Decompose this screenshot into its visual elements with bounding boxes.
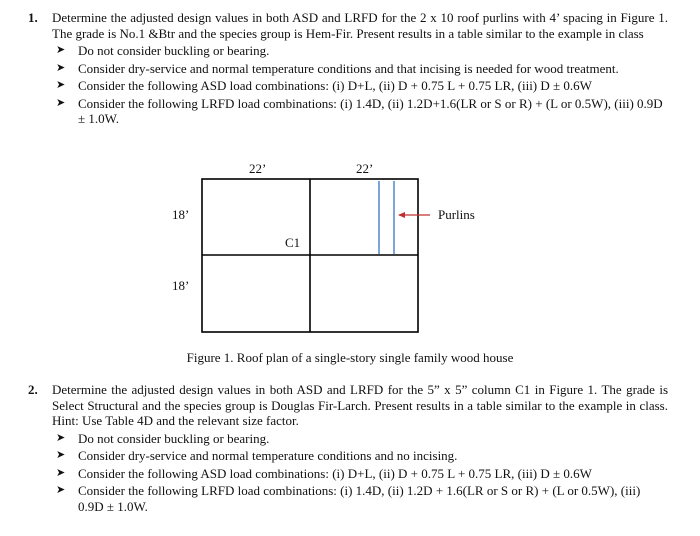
arrow-bullet-icon: ➤ bbox=[56, 44, 66, 56]
arrow-bullet-icon: ➤ bbox=[56, 96, 66, 109]
arrow-bullet-icon: ➤ bbox=[56, 484, 66, 496]
list-item: ➤ Consider dry-service and normal temperature conditions and that incising is needed for wood treatment. bbox=[56, 60, 619, 76]
list-item: ➤ Consider the following LRFD load combinations: (i) 1.4D, (ii) 1.2D+1.6(LR or S or R) + (L or 0.5W), (iii) 0.9D ± 1.0W. bbox=[56, 95, 663, 126]
dim-top-left: 22’ bbox=[249, 161, 267, 176]
figure-caption: Figure 1. Roof plan of a single-story single family wood house bbox=[186, 350, 514, 365]
dim-left-bottom: 18’ bbox=[172, 278, 190, 293]
column-label: C1 bbox=[285, 235, 301, 250]
question-number: 1. bbox=[28, 10, 38, 25]
arrow-bullet-icon: ➤ bbox=[56, 61, 66, 74]
arrow-bullet-icon: ➤ bbox=[56, 431, 66, 444]
question-text: Determine the adjusted design values in both ASD and LRFD for the 2 x 10 roof purlins with 4’ spacing in Figure 1. The grade is No.1 &Btr and the species group is Hem-Fir. Present results in a table similar to the example in class bbox=[52, 10, 668, 41]
question-text: Determine the adjusted design values in both ASD and LRFD for the 5” x 5” column C1 in Figure 1. The grade is Select Structural and the species group is Douglas Fir-Larch. Present results in a table similar to the example in class. Hint: Use Table 4D and the relevant size factor. bbox=[52, 382, 668, 428]
arrow-bullet-icon: ➤ bbox=[56, 466, 66, 479]
question-2 bbox=[28, 382, 668, 516]
list-item: ➤ Consider the following ASD load combinations: (i) D+L, (ii) D + 0.75 L + 0.75 LR, (iii) D ± 0.6W bbox=[56, 465, 592, 481]
bullet-list bbox=[56, 431, 668, 515]
list-item: ➤ Consider dry-service and normal temperature conditions and no incising. bbox=[56, 448, 458, 463]
question-number: 2. bbox=[28, 382, 38, 397]
list-item: ➤ Do not consider buckling or bearing. bbox=[56, 43, 270, 58]
dim-top-right: 22’ bbox=[356, 161, 374, 176]
list-item: ➤ Consider the following LRFD load combinations: (i) 1.4D, (ii) 1.2D + 1.6(LR or S or R) + (L or 0.5W), (iii) 0.9D ± 1.0W. bbox=[56, 483, 641, 514]
purlins-arrow-head bbox=[398, 212, 405, 218]
list-item: ➤ Do not consider buckling or bearing. bbox=[56, 430, 270, 446]
dim-left-top: 18’ bbox=[172, 207, 190, 222]
arrow-bullet-icon: ➤ bbox=[56, 79, 66, 91]
purlins-label: Purlins bbox=[438, 207, 475, 222]
arrow-bullet-icon: ➤ bbox=[56, 449, 66, 461]
list-item: ➤ Consider the following ASD load combinations: (i) D+L, (ii) D + 0.75 L + 0.75 LR, (iii) D ± 0.6W bbox=[56, 78, 592, 93]
